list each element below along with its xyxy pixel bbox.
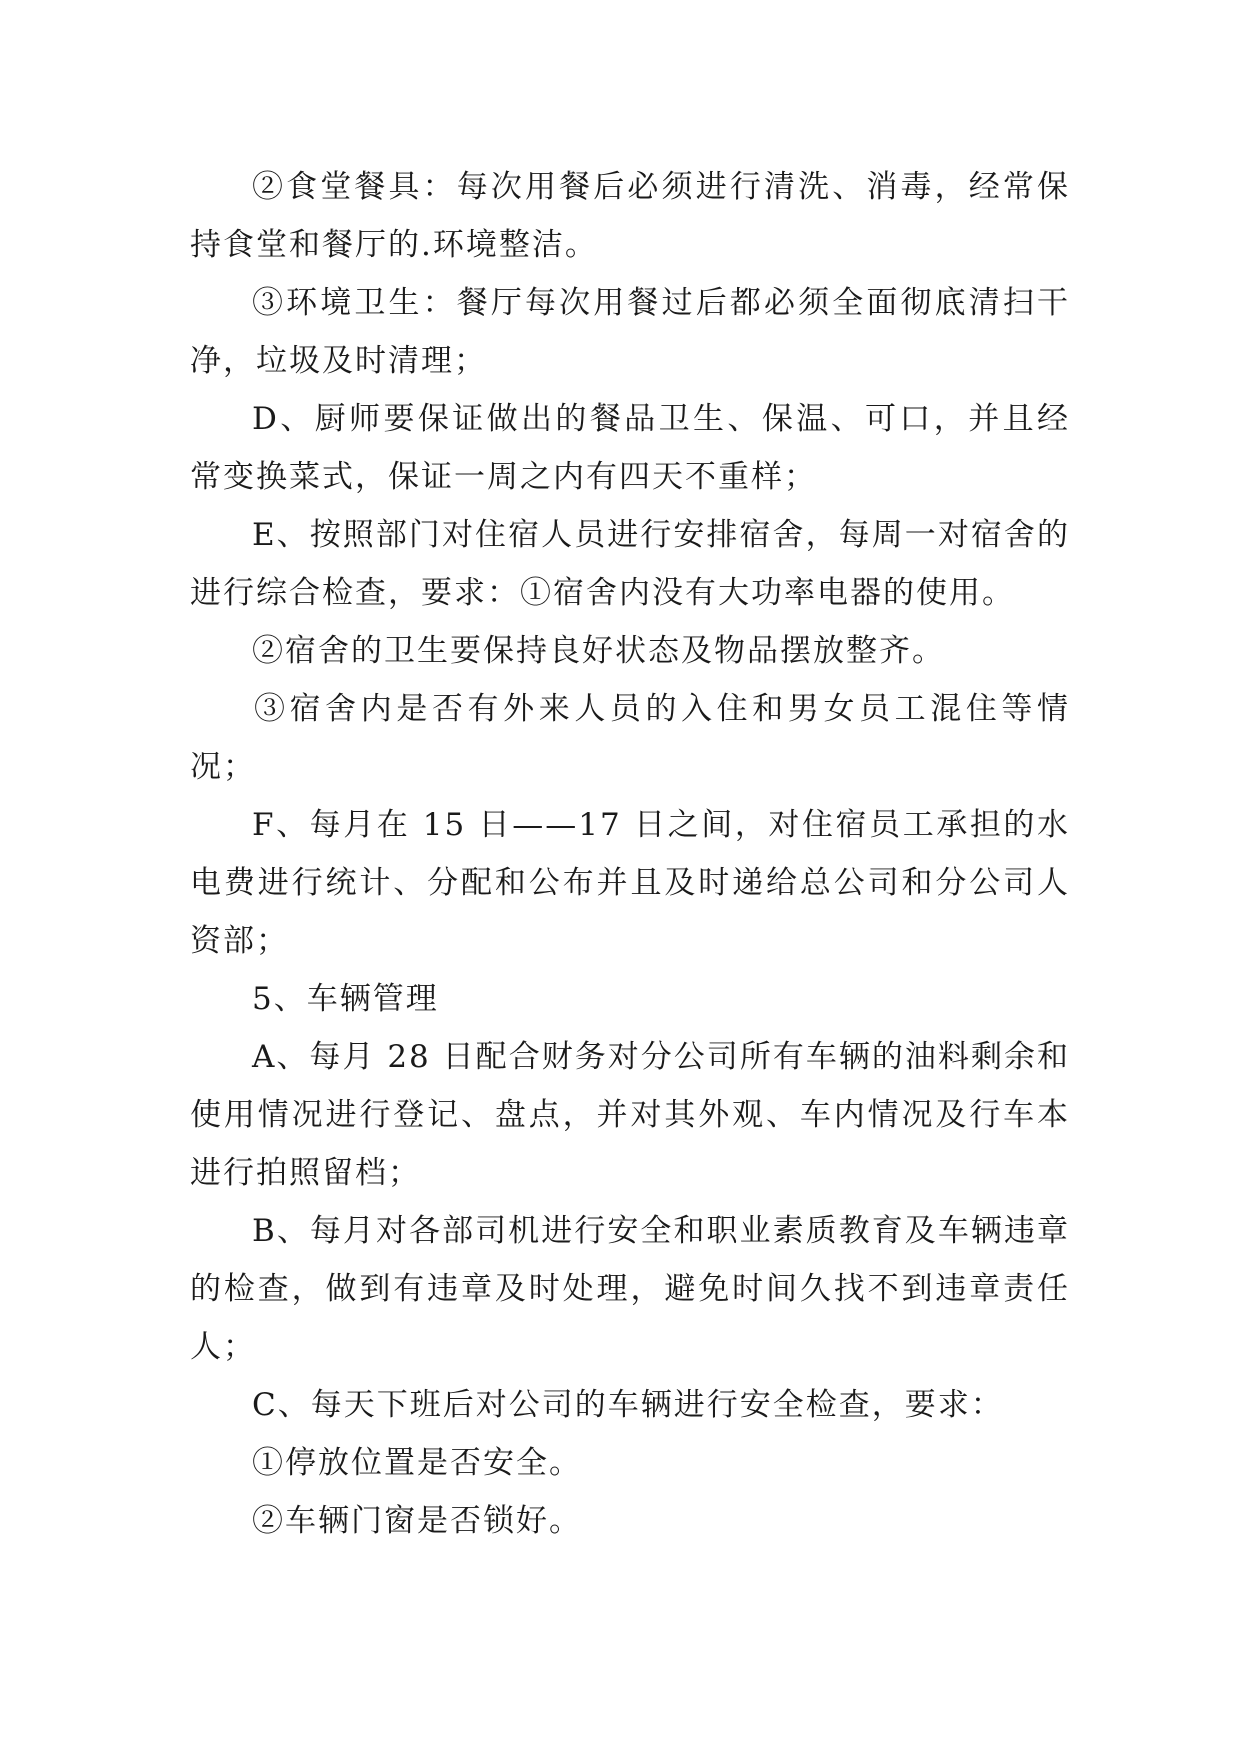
paragraph: ①停放位置是否安全。 bbox=[252, 1445, 582, 1481]
paragraph: C、每天下班后对公司的车辆进行安全检查，要求： bbox=[252, 1387, 1004, 1423]
paragraph: ②车辆门窗是否锁好。 bbox=[252, 1503, 582, 1539]
paragraph: D、厨师要保证做出的餐品卫生、保温、可口，并且经常变换菜式，保证一周之内有四天不重样； bbox=[190, 401, 1070, 495]
paragraph: ③宿舍内是否有外来人员的入住和男女员工混住等情况； bbox=[190, 691, 1070, 785]
section-heading: 5、车辆管理 bbox=[252, 981, 439, 1017]
paragraph: B、每月对各部司机进行安全和职业素质教育及车辆违章的检查，做到有违章及时处理，避免时间久找不到违章责任人； bbox=[190, 1213, 1070, 1365]
paragraph: ②食堂餐具：每次用餐后必须进行清洗、消毒，经常保持食堂和餐厅的.环境整洁。 bbox=[190, 169, 1070, 263]
paragraph: E、按照部门对住宿人员进行安排宿舍，每周一对宿舍的进行综合检查，要求：①宿舍内没有大功率电器的使用。 bbox=[190, 517, 1070, 611]
paragraph: A、每月 28 日配合财务对分公司所有车辆的油料剩余和使用情况进行登记、盘点，并对其外观、车内情况及行车本进行拍照留档； bbox=[190, 1039, 1070, 1191]
paragraph: F、每月在 15 日——17 日之间，对住宿员工承担的水电费进行统计、分配和公布并且及时递给总公司和分公司人资部； bbox=[190, 807, 1070, 959]
paragraph: ③环境卫生：餐厅每次用餐过后都必须全面彻底清扫干净，垃圾及时清理； bbox=[190, 285, 1070, 379]
paragraph: ②宿舍的卫生要保持良好状态及物品摆放整齐。 bbox=[252, 633, 945, 669]
document-page bbox=[190, 158, 1070, 1550]
